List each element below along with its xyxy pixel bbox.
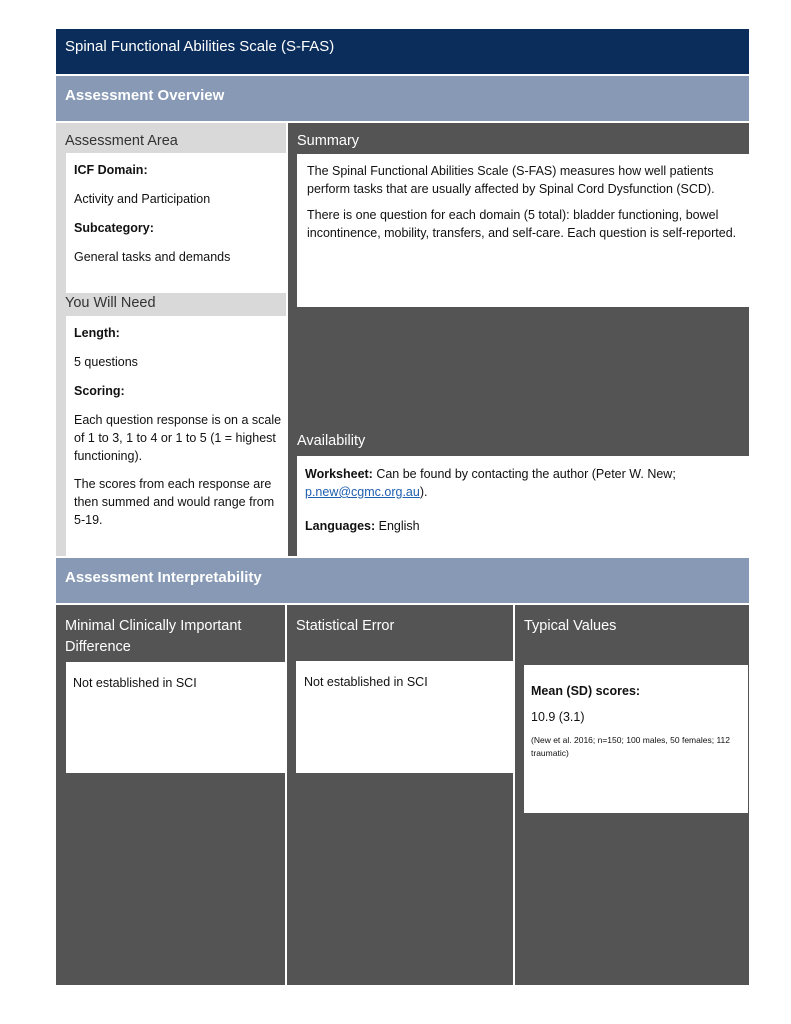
you-will-need-box (66, 316, 292, 563)
worksheet-text (305, 465, 744, 501)
statistical-error-heading: Statistical Error (296, 618, 395, 634)
subcategory-label: Subcategory: (74, 221, 154, 235)
typical-values-heading: Typical Values (524, 618, 617, 634)
assessment-interpretability-heading: Assessment Interpretability (56, 558, 749, 603)
availability-box (297, 456, 752, 566)
mean-sd-value: 10.9 (3.1) (531, 710, 585, 724)
assessment-area-heading: Assessment Area (65, 133, 178, 149)
scoring-summary: The scores from each response are then summed and would range from 5-19. (74, 477, 275, 527)
summary-box (297, 154, 756, 307)
mcid-heading: Minimal Clinically Important Difference (65, 618, 242, 655)
length-label: Length: (74, 326, 120, 340)
statistical-error-value: Not established in SCI (304, 675, 428, 689)
icf-domain-label: ICF Domain: (74, 163, 148, 177)
mean-sd-label: Mean (SD) scores: (531, 684, 641, 698)
languages-value: English (375, 519, 420, 533)
mcid-value: Not established in SCI (73, 676, 197, 690)
you-will-need-heading: You Will Need (65, 295, 156, 311)
summary-heading: Summary (297, 133, 360, 149)
scoring-description: Each question response is on a scale of 1 to 3, 1 to 4 or 1 to 5 (1 = highest functioning). (74, 413, 282, 463)
length-value: 5 questions (74, 355, 138, 369)
mcid-box (66, 662, 289, 773)
page-title: Spinal Functional Abilities Scale (S-FAS) (56, 29, 749, 74)
assessment-overview-heading: Assessment Overview (56, 76, 749, 121)
subcategory-value: General tasks and demands (74, 250, 231, 264)
assessment-area-box (66, 153, 292, 293)
author-email-link[interactable]: p.new@cgmc.org.au (305, 485, 420, 499)
statistical-error-box (296, 661, 521, 773)
scoring-label: Scoring: (74, 384, 125, 398)
worksheet-label: Worksheet: (305, 467, 373, 481)
languages-label: Languages: (305, 519, 376, 533)
summary-text-1: The Spinal Functional Abilities Scale (S-FAS) measures how well patients perform tasks that are usually affected by Spinal Cord Dysfunction (SCD). (307, 164, 715, 196)
languages-text (305, 517, 744, 535)
summary-panel (288, 123, 749, 556)
icf-domain-value: Activity and Participation (74, 192, 211, 206)
worksheet-description: Can be found by contacting the author (Peter W. New; (372, 467, 676, 481)
summary-text-2: There is one question for each domain (5 total): bladder functioning, bowel incontinence, mobility, transfers, and self-care. Each question is self-reported. (307, 208, 737, 240)
statistical-error-panel (287, 605, 513, 985)
availability-heading: Availability (297, 433, 366, 449)
mcid-panel (56, 605, 285, 985)
assessment-area-panel (56, 123, 286, 556)
worksheet-end: ). (419, 485, 428, 499)
typical-values-citation: (New et al. 2016; n=150; 100 males, 50 females; 112 traumatic) (531, 735, 731, 758)
typical-values-panel (515, 605, 749, 985)
typical-values-box (524, 665, 748, 813)
